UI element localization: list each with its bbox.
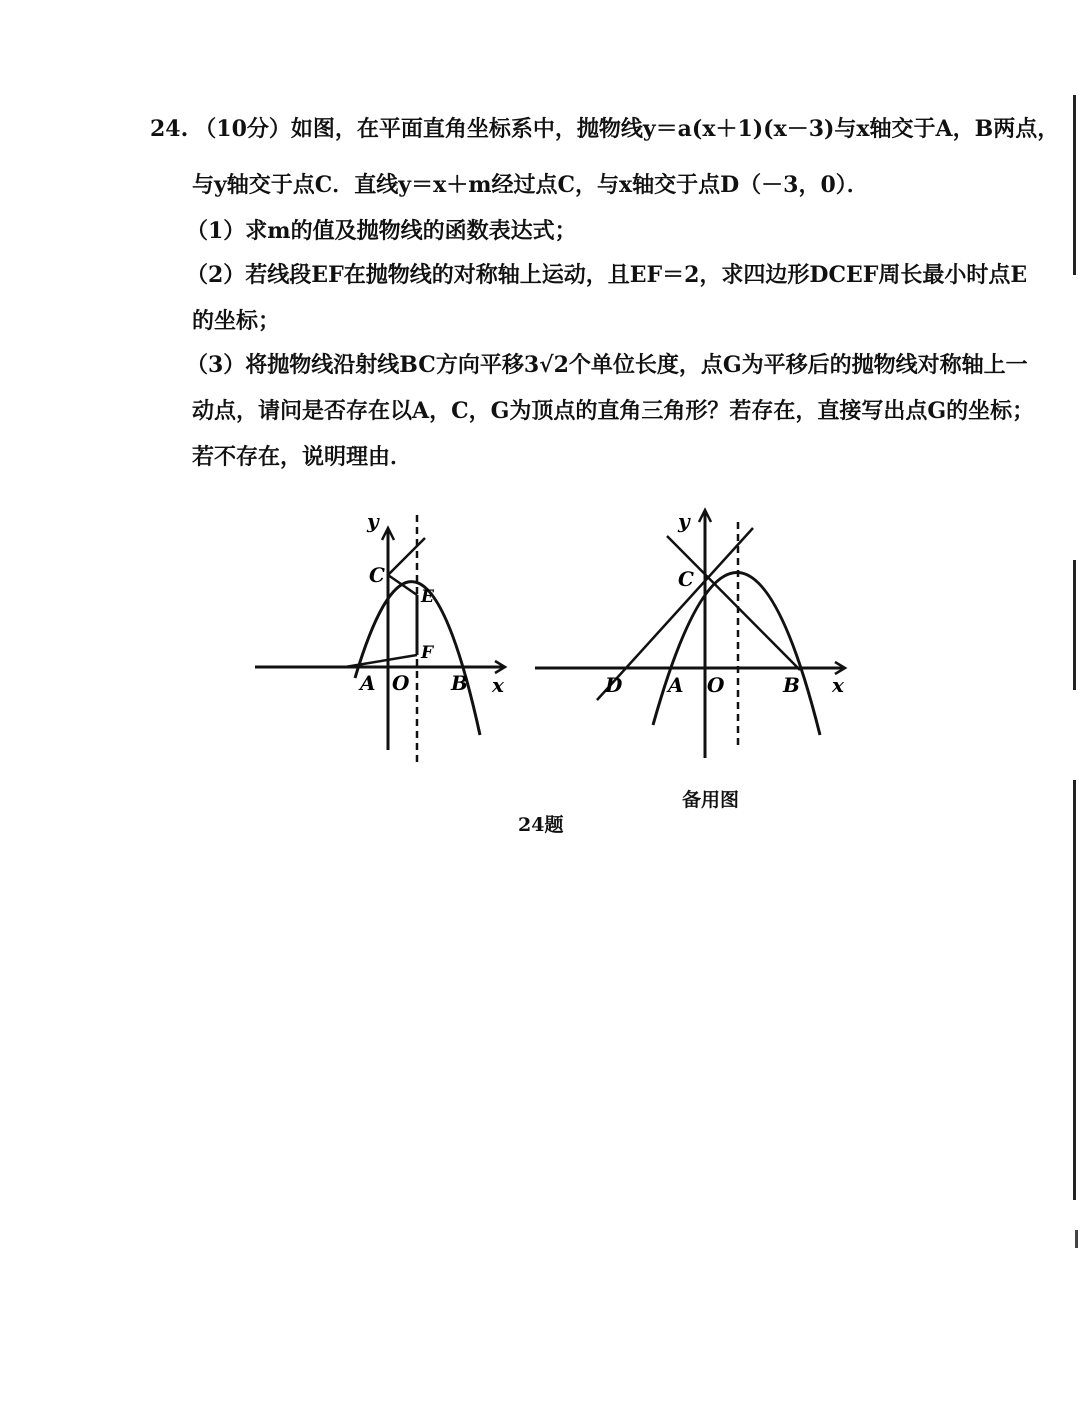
label-y: y [367, 509, 379, 533]
label-C: C [678, 567, 694, 591]
label-B: B [451, 671, 468, 695]
scan-edge-line [1073, 95, 1076, 275]
label-x: x [832, 673, 844, 697]
figure-right [535, 500, 855, 770]
scan-edge-mark [1075, 1230, 1078, 1248]
line-through-C [388, 538, 425, 575]
label-A: A [668, 673, 684, 697]
label-O: O [392, 671, 410, 695]
figure-left-caption: 24题 [518, 814, 564, 836]
question-part-2: （2）若线段EF在抛物线的对称轴上运动，且EF＝2，求四边形DCEF周长最小时点E [186, 262, 1028, 288]
question-part-1: （1）求m的值及抛物线的函数表达式； [186, 218, 577, 244]
label-D: D [605, 673, 623, 697]
scan-edge-line [1073, 560, 1076, 690]
figure-right-svg [535, 500, 855, 770]
label-F: F [421, 643, 434, 663]
label-C: C [369, 563, 385, 587]
figure-left-svg [255, 500, 515, 770]
label-E: E [421, 587, 434, 607]
question-line-2: 与y轴交于点C．直线y＝x＋m经过点C，与x轴交于点D（－3，0）． [192, 172, 869, 198]
label-y: y [678, 509, 690, 533]
segment-DF [345, 655, 417, 667]
label-B: B [783, 673, 800, 697]
line-BC [667, 536, 800, 670]
parabola [653, 572, 820, 735]
label-O: O [707, 673, 725, 697]
scan-edge-line [1073, 780, 1076, 1200]
figure-left [255, 500, 515, 770]
question-part-3-cont: 动点，请问是否存在以A，C，G为顶点的直角三角形？若存在，直接写出点G的坐标； [192, 398, 1035, 424]
figure-right-caption: 备用图 [682, 789, 740, 811]
question-number: 24. [150, 116, 189, 142]
question-line-1: 24. （10分）如图，在平面直角坐标系中，抛物线y＝a(x＋1)(x－3)与x轴交于A，B两点， [150, 116, 1060, 142]
question-part-3: （3）将抛物线沿射线BC方向平移3√2个单位长度，点G为平移后的抛物线对称轴上一 [186, 352, 1028, 378]
question-part-2-cont: 的坐标； [192, 308, 281, 334]
label-A: A [360, 671, 376, 695]
question-part-3-end: 若不存在，说明理由． [192, 444, 413, 470]
label-x: x [492, 673, 504, 697]
